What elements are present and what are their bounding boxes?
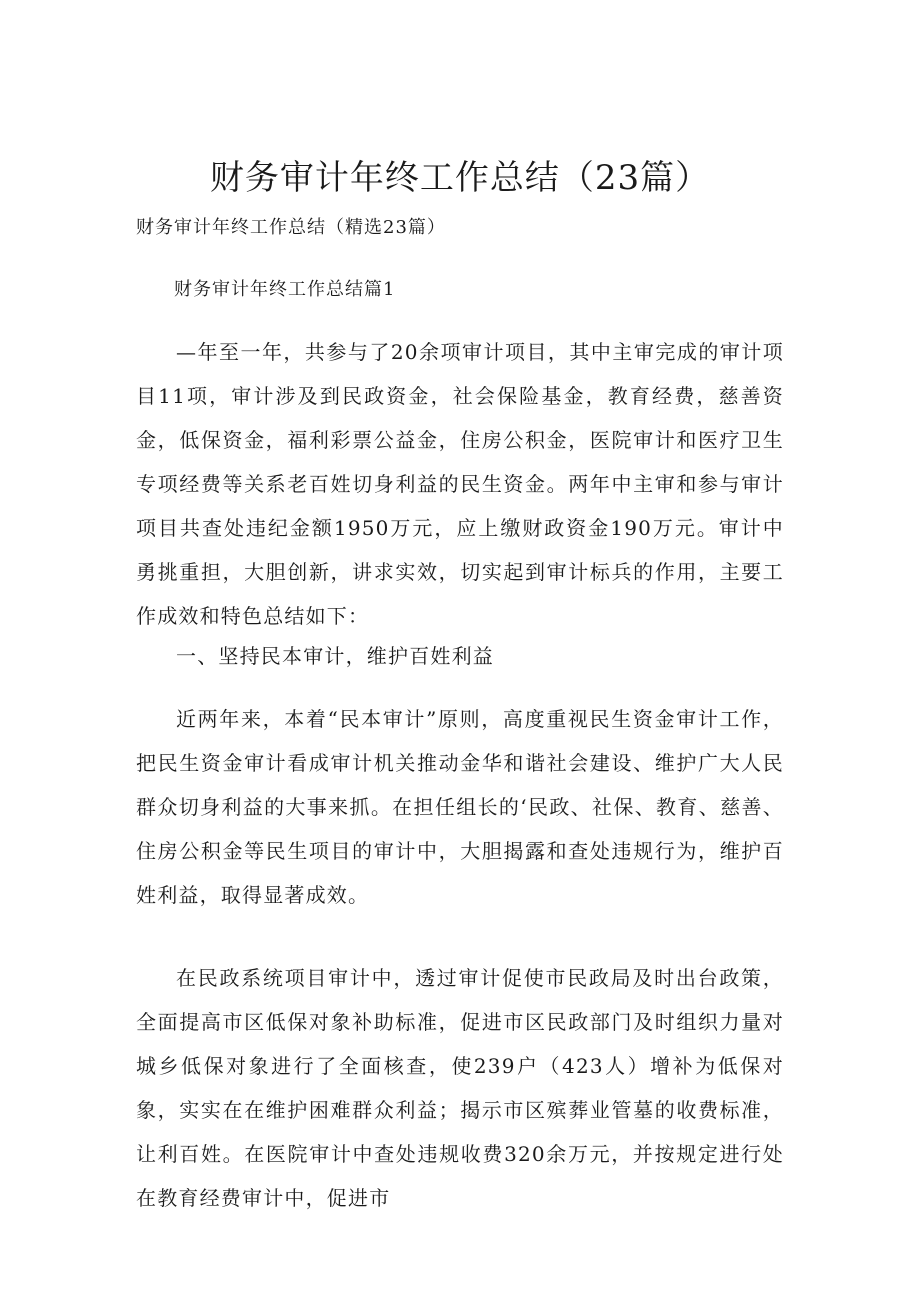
section-heading: 财务审计年终工作总结篇1 xyxy=(174,279,396,300)
paragraph-minzheng-audit: 在民政系统项目审计中，透过审计促使市民政局及时出台政策，全面提高市区低保对象补助标准，促进市区民政部门及时组织力量对城乡低保对象进行了全面核查，使239户（423人）增补为低保对象，实实在在维护困难群众利益；揭示市区殡葬业管墓的收费标准，让利百姓。在医院审计中查处违规收费320余万元，并按规定进行处在教育经费审计中，促进市 xyxy=(136,966,784,1210)
paragraph-minben-audit: 近两年来，本着“民本审计”原则，高度重视民生资金审计工作，把民生资金审计看成审计机关推动金华和谐社会建设、维护广大人民群众切身利益的大事来抓。在担任组长的‘民政、社保、教育、慈善、住房公积金等民生项目的审计中，大胆揭露和查处违规行为，维护百姓利益，取得显著成效。 xyxy=(136,707,784,907)
document-title: 财务审计年终工作总结（23篇） xyxy=(209,158,711,198)
paragraph-heading-1: 一、坚持民本审计，维护百姓利益 xyxy=(176,644,494,668)
paragraph-intro: —年至一年，共参与了20余项审计项目，其中主审完成的审计项目11项，审计涉及到民政资金，社会保险基金，教育经费，慈善资金，低保资金，福利彩票公益金，住房公积金，医院审计和医疗卫生专项经费等关系老百姓切身利益的民生资金。两年中主审和参与审计项目共查处违纪金额1950万元，应上缴财政资金190万元。审计中勇挑重担，大胆创新，讲求实效，切实起到审计标兵的作用，主要工作成效和特色总结如下： xyxy=(136,340,784,628)
document-subtitle: 财务审计年终工作总结（精选23篇） xyxy=(136,217,446,238)
